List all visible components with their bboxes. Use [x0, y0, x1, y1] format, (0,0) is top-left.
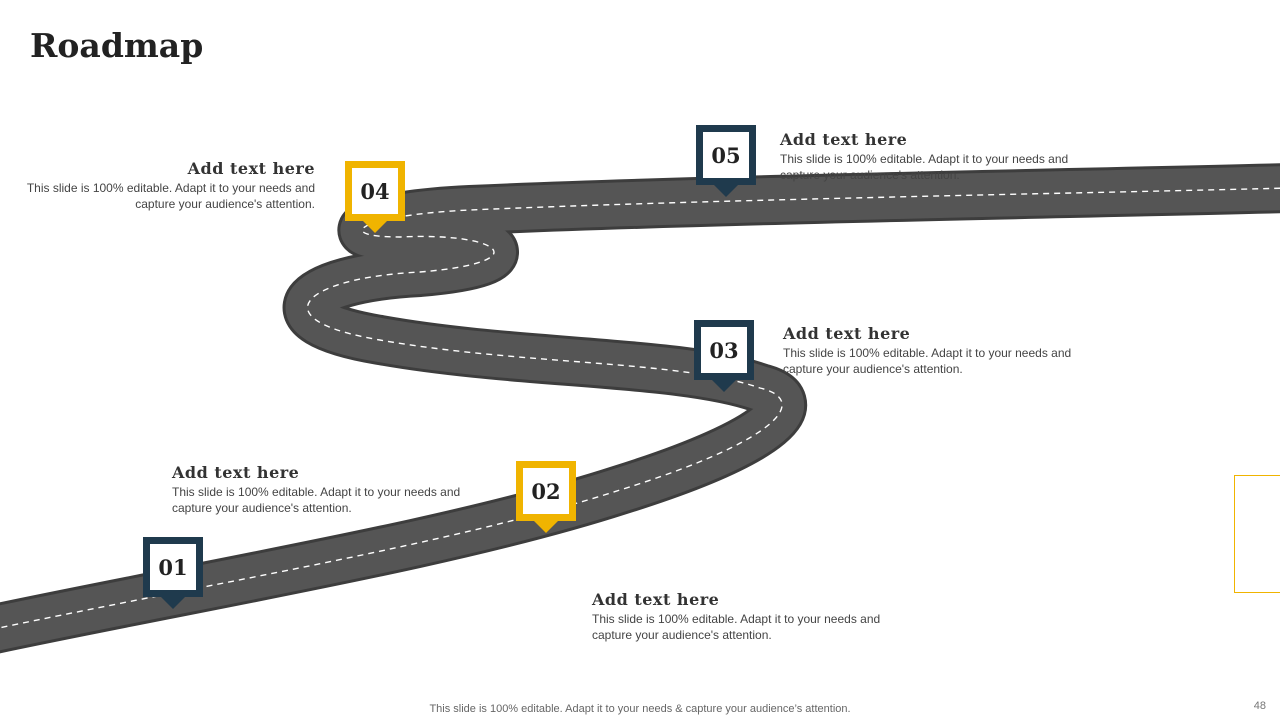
milestone-description: This slide is 100% editable. Adapt it to your needs and capture your audience's attention. [26, 181, 315, 211]
milestone-description: This slide is 100% editable. Adapt it to your needs and capture your audience's attention. [783, 346, 1072, 376]
milestone-heading: Add text here [592, 590, 720, 609]
milestone-number: 04 [360, 178, 390, 204]
milestone-marker-04 [345, 161, 405, 236]
milestone-heading: Add text here [783, 324, 911, 343]
milestone-number: 01 [158, 554, 188, 580]
milestone-heading: Add text here [780, 130, 908, 149]
milestone-description: This slide is 100% editable. Adapt it to your needs and capture your audience's attention. [172, 485, 461, 515]
slide-title: Roadmap [30, 26, 204, 65]
milestone-marker-01 [143, 537, 203, 612]
slide-footer: This slide is 100% editable. Adapt it to your needs & capture your audience’s attention. [429, 703, 851, 715]
milestone-marker-05 [696, 125, 756, 200]
milestone-text-02 [592, 590, 882, 643]
milestone-text-03 [783, 324, 1073, 377]
milestone-heading: Add text here [172, 463, 300, 482]
milestone-description: This slide is 100% editable. Adapt it to your needs and capture your audience's attention. [592, 612, 881, 642]
milestone-text-01 [172, 463, 462, 516]
milestone-marker-03 [694, 320, 754, 395]
milestone-number: 05 [711, 142, 741, 168]
milestone-heading: Add text here [187, 159, 315, 178]
milestone-marker-02 [516, 461, 576, 536]
decorative-frame [1234, 475, 1280, 593]
milestone-number: 03 [709, 337, 739, 363]
milestone-text-05 [780, 130, 1070, 183]
page-number: 48 [1253, 700, 1266, 712]
milestone-text-04 [25, 159, 315, 212]
milestone-description: This slide is 100% editable. Adapt it to your needs and capture your audience's attention. [780, 152, 1069, 182]
milestone-number: 02 [531, 478, 561, 504]
